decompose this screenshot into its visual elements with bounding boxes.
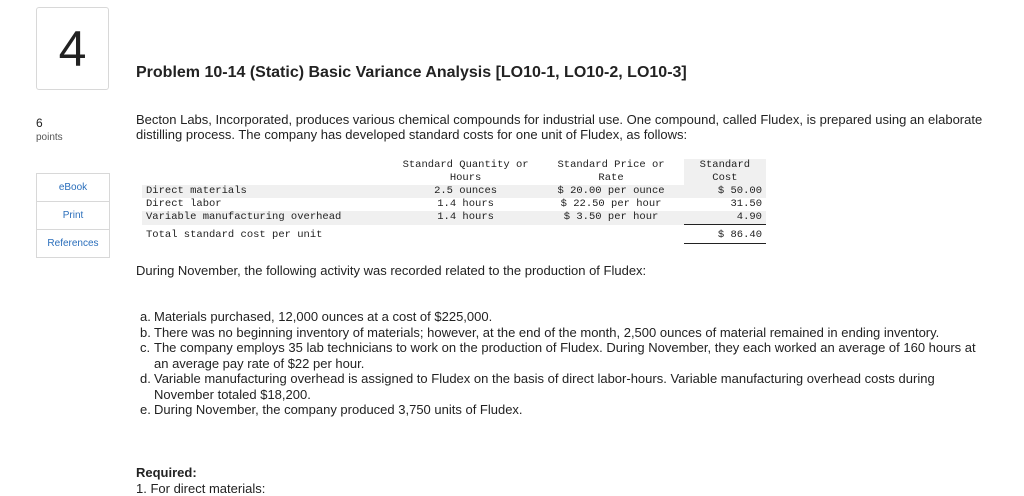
row-qty: 1.4 hours bbox=[393, 211, 538, 225]
question-number: 4 bbox=[58, 20, 87, 77]
item-text: There was no beginning inventory of materials; however, at the end of the month, 2,500 ounces of material remained in ending inventory. bbox=[154, 324, 940, 340]
resource-links bbox=[36, 173, 110, 258]
item-text: The company employs 35 lab technicians to work on the production of Fludex. During November, they each worked an average of 160 hours at an average pay rate of $22 per hour. bbox=[154, 340, 976, 371]
table-row bbox=[142, 211, 766, 225]
table-total-row bbox=[142, 225, 766, 244]
required-heading: Required: bbox=[136, 465, 197, 480]
row-cost: $ 50.00 bbox=[684, 185, 766, 198]
row-label: Direct materials bbox=[142, 185, 393, 198]
header-cost-line1: Standard bbox=[699, 159, 751, 171]
list-item bbox=[140, 402, 990, 418]
activity-intro: During November, the following activity was recorded related to the production of Fludex: bbox=[136, 263, 647, 278]
header-price-line2: Rate bbox=[598, 172, 624, 184]
list-item bbox=[140, 340, 990, 371]
problem-intro: Becton Labs, Incorporated, produces various chemical compounds for industrial use. One compound, called Fludex, is prepared using an elaborate distilling process. The company has developed standard costs for one unit of Fludex, as follows: bbox=[136, 112, 983, 142]
item-letter: e. bbox=[140, 402, 151, 417]
row-qty: 2.5 ounces bbox=[393, 185, 538, 198]
row-label: Direct labor bbox=[146, 198, 222, 210]
item-letter: c. bbox=[140, 340, 151, 355]
row-label: Variable manufacturing overhead bbox=[142, 211, 393, 225]
header-qty-line2: Hours bbox=[449, 172, 482, 184]
row-qty: 1.4 hours bbox=[437, 198, 494, 210]
item-text: During November, the company produced 3,750 units of Fludex. bbox=[154, 402, 523, 417]
table-header-row bbox=[142, 159, 766, 185]
item-text: Materials purchased, 12,000 ounces at a cost of $225,000. bbox=[154, 309, 493, 324]
list-item bbox=[140, 325, 990, 341]
header-cost-line2: Cost bbox=[712, 172, 738, 184]
total-label: Total standard cost per unit bbox=[146, 228, 323, 241]
question-number-box bbox=[36, 7, 109, 90]
row-cost: 31.50 bbox=[730, 198, 762, 210]
item-letter: b. bbox=[140, 324, 151, 340]
item-text: Variable manufacturing overhead is assigned to Fludex on the basis of direct labor-hours. Variable manufacturing overhead costs during November totaled $18,200. bbox=[154, 371, 935, 402]
print-link[interactable]: Print bbox=[37, 202, 109, 230]
activity-list bbox=[140, 309, 990, 418]
list-item bbox=[140, 309, 990, 325]
item-letter: a. bbox=[140, 309, 151, 324]
total-cost: $ 86.40 bbox=[684, 225, 766, 244]
row-cost: 4.90 bbox=[684, 211, 766, 225]
points-value: 6 bbox=[36, 116, 43, 130]
list-item bbox=[140, 371, 990, 402]
standard-cost-table bbox=[142, 159, 766, 244]
references-link[interactable]: References bbox=[47, 238, 99, 249]
ebook-link[interactable]: eBook bbox=[37, 174, 109, 202]
table-row bbox=[142, 198, 766, 211]
header-qty-line1: Standard Quantity or bbox=[402, 159, 529, 171]
points-label: points bbox=[36, 132, 63, 143]
row-price: $ 22.50 per hour bbox=[560, 198, 662, 210]
header-price-line1: Standard Price or bbox=[557, 159, 665, 171]
row-price: $ 3.50 per hour bbox=[538, 211, 683, 225]
item-letter: d. bbox=[140, 371, 151, 386]
row-price: $ 20.00 per ounce bbox=[538, 185, 683, 198]
table-row bbox=[142, 185, 766, 198]
problem-title: Problem 10-14 (Static) Basic Variance Analysis [LO10-1, LO10-2, LO10-3] bbox=[136, 64, 687, 81]
required-item-1: 1. For direct materials: bbox=[136, 481, 266, 496]
